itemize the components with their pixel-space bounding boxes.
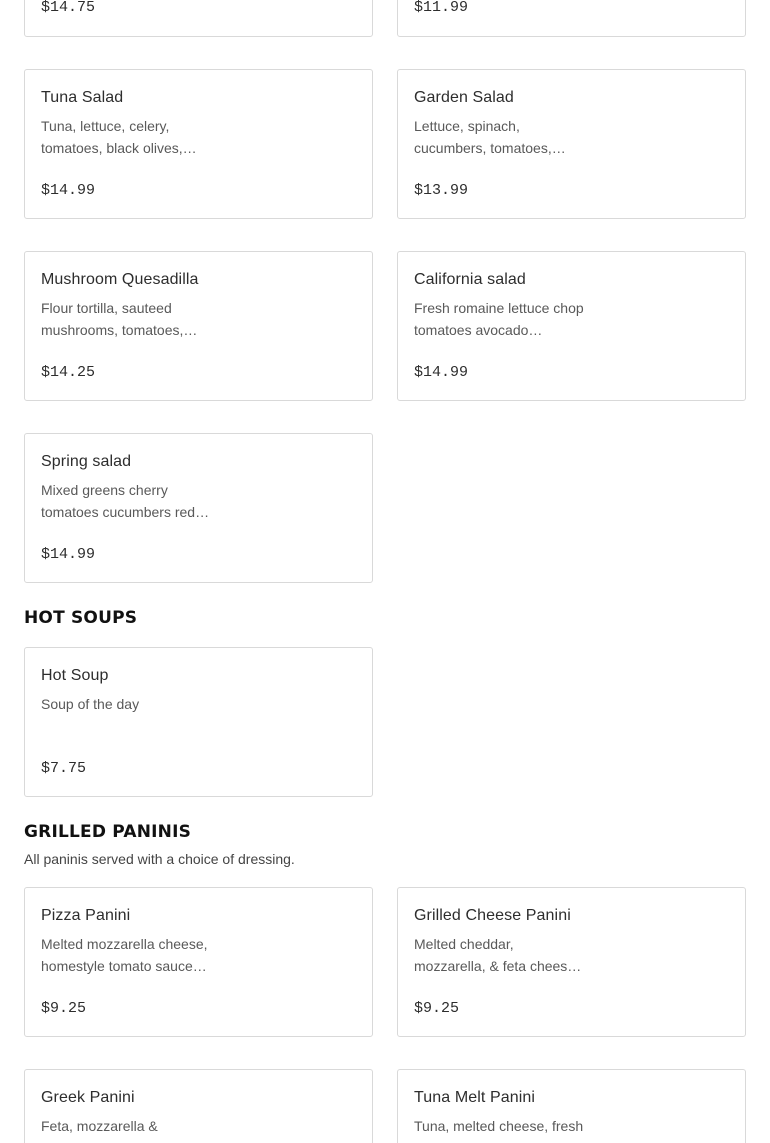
- item-description: Feta, mozzarella &: [41, 1118, 158, 1134]
- menu-item-card[interactable]: [24, 433, 373, 583]
- item-description: Melted cheddar, mozzarella, & feta chees…: [414, 936, 582, 974]
- menu-item-card[interactable]: [397, 69, 746, 219]
- menu-item-card[interactable]: [24, 251, 373, 401]
- item-description: Tuna, melted cheese, fresh: [414, 1118, 584, 1134]
- item-name: Spring salad: [41, 453, 132, 470]
- item-price: $14.99: [414, 364, 469, 381]
- item-name: Hot Soup: [41, 667, 109, 684]
- item-name: Grilled Cheese Panini: [414, 907, 571, 924]
- item-price: $14.75: [41, 0, 96, 16]
- item-price: $13.99: [414, 182, 469, 199]
- item-name: Tuna Salad: [41, 89, 124, 106]
- item-name: Garden Salad: [414, 89, 514, 106]
- item-price: $14.25: [41, 364, 96, 381]
- item-name: Mushroom Quesadilla: [41, 271, 199, 288]
- item-description: Soup of the day: [41, 696, 140, 712]
- item-price: $9.25: [41, 1000, 87, 1017]
- section-title-grilled-paninis: GRILLED PANINIS: [24, 822, 192, 842]
- item-price: $14.99: [41, 182, 96, 199]
- item-name: Tuna Melt Panini: [414, 1089, 536, 1106]
- section-subtitle: All paninis served with a choice of dressing.: [24, 851, 295, 867]
- menu-item-card[interactable]: [397, 887, 746, 1037]
- menu-item-card[interactable]: [24, 647, 373, 797]
- item-description: Tuna, lettuce, celery, tomatoes, black olives,…: [41, 118, 197, 156]
- item-price: $14.99: [41, 546, 96, 563]
- menu-item-card[interactable]: [397, 0, 746, 37]
- item-price: $9.25: [414, 1000, 460, 1017]
- item-name: Greek Panini: [41, 1089, 135, 1106]
- menu-item-card[interactable]: [24, 0, 373, 37]
- item-description: Fresh romaine lettuce chop tomatoes avocado…: [414, 300, 584, 338]
- section-title-hot-soups: HOT SOUPS: [24, 608, 138, 628]
- menu-item-card[interactable]: [24, 887, 373, 1037]
- item-price: $7.75: [41, 760, 87, 777]
- menu-item-card[interactable]: [24, 1069, 373, 1143]
- item-name: California salad: [414, 271, 526, 288]
- item-description: Melted mozzarella cheese, homestyle tomato sauce…: [41, 936, 208, 974]
- menu-item-card[interactable]: [397, 251, 746, 401]
- item-description: Flour tortilla, sauteed mushrooms, tomatoes,…: [41, 300, 198, 338]
- item-description: Lettuce, spinach, cucumbers, tomatoes,…: [414, 118, 566, 156]
- menu-item-card[interactable]: [24, 69, 373, 219]
- menu-item-card[interactable]: [397, 1069, 746, 1143]
- item-name: Pizza Panini: [41, 907, 131, 924]
- item-price: $11.99: [414, 0, 469, 16]
- item-description: Mixed greens cherry tomatoes cucumbers red…: [41, 482, 210, 520]
